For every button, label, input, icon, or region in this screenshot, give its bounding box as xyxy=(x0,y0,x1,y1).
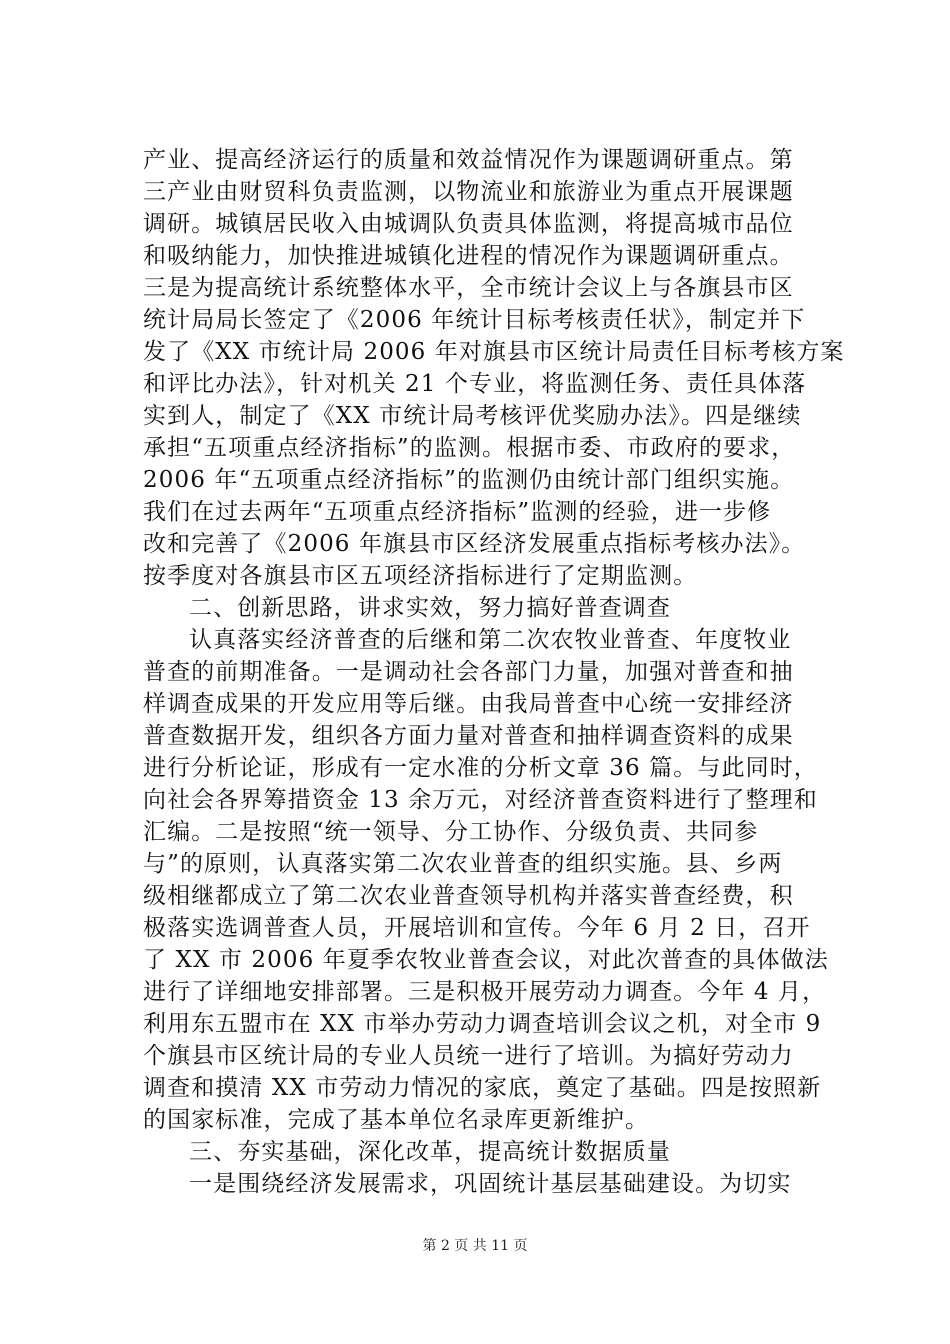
text-line: 普查的前期准备。一是调动社会各部门力量，加强对普查和抽 xyxy=(143,659,794,685)
text-line: 三产业由财贸科负责监测，以物流业和旅游业为重点开展课题 xyxy=(143,179,794,205)
text-line: 进行了详细地安排部署。三是积极开展劳动力调查。今年 4 月， xyxy=(143,979,827,1005)
page-footer xyxy=(0,1236,950,1256)
text-line: 与”的原则，认真落实第二次农业普查的组织实施。县、乡两 xyxy=(143,851,783,877)
text-line: 了 XX 市 2006 年夏季农牧业普查会议，对此次普查的具体做法 xyxy=(143,947,829,973)
text-line: 调研。城镇居民收入由城调队负责具体监测，将提高城市品位 xyxy=(143,211,794,237)
text-line: 个旗县市区统计局的专业人员统一进行了培训。为搞好劳动力 xyxy=(143,1043,794,1069)
text-line: 的国家标准，完成了基本单位名录库更新维护。 xyxy=(143,1107,650,1133)
text-line: 按季度对各旗县市区五项经济指标进行了定期监测。 xyxy=(143,563,698,589)
text-line: 极落实选调普查人员，开展培训和宣传。今年 6 月 2 日，召开 xyxy=(143,915,811,941)
paragraph-first-line: 一是围绕经济发展需求，巩固统计基层基础建设。为切实 xyxy=(189,1171,792,1197)
paragraph-first-line: 认真落实经济普查的后继和第二次农牧业普查、年度牧业 xyxy=(189,627,792,653)
text-line: 统计局局长签定了《2006 年统计目标考核责任状》，制定并下 xyxy=(143,307,806,333)
text-line: 进行分析论证，形成有一定水准的分析文章 36 篇。与此同时， xyxy=(143,755,818,781)
text-line: 产业、提高经济运行的质量和效益情况作为课题调研重点。第 xyxy=(143,147,794,173)
page-number: 第 2 页 共 11 页 xyxy=(422,1238,528,1254)
text-line: 承担“五项重点经济指标”的监测。根据市委、市政府的要求， xyxy=(143,435,796,461)
text-line: 发了《XX 市统计局 2006 年对旗县市区统计局责任目标考核方案 xyxy=(143,339,845,365)
text-line: 利用东五盟市在 XX 市举办劳动力调查培训会议之机，对全市 9 xyxy=(143,1011,822,1037)
text-line: 调查和摸清 XX 市劳动力情况的家底，奠定了基础。四是按照新 xyxy=(143,1075,822,1101)
text-line: 级相继都成立了第二次农业普查领导机构并落实普查经费，积 xyxy=(143,883,794,909)
text-line: 三是为提高统计系统整体水平，全市统计会议上与各旗县市区 xyxy=(143,275,794,301)
text-line: 向社会各界筹措资金 13 余万元，对经济普查资料进行了整理和 xyxy=(143,787,818,813)
text-line: 汇编。二是按照“统一领导、分工协作、分级负责、共同参 xyxy=(143,819,759,845)
section-heading: 二、创新思路，讲求实效，努力搞好普查调查 xyxy=(189,595,671,621)
text-line: 我们在过去两年“五项重点经济指标”监测的经验，进一步修 xyxy=(143,499,772,525)
text-line: 2006 年“五项重点经济指标”的监测仍由统计部门组织实施。 xyxy=(143,467,795,493)
section-heading: 三、夯实基础，深化改革，提高统计数据质量 xyxy=(189,1139,671,1165)
text-line: 和吸纳能力，加快推进城镇化进程的情况作为课题调研重点。 xyxy=(143,243,794,269)
text-line: 实到人，制定了《XX 市统计局考核评优奖励办法》。四是继续 xyxy=(143,403,802,429)
text-line: 样调查成果的开发应用等后继。由我局普查中心统一安排经济 xyxy=(143,691,794,717)
document-body xyxy=(143,144,845,1200)
text-line: 改和完善了《2006 年旗县市区经济发展重点指标考核办法》。 xyxy=(143,531,806,557)
text-line: 普查数据开发，组织各方面力量对普查和抽样调查资料的成果 xyxy=(143,723,794,749)
text-line: 和评比办法》，针对机关 21 个专业，将监测任务、责任具体落 xyxy=(143,371,807,397)
